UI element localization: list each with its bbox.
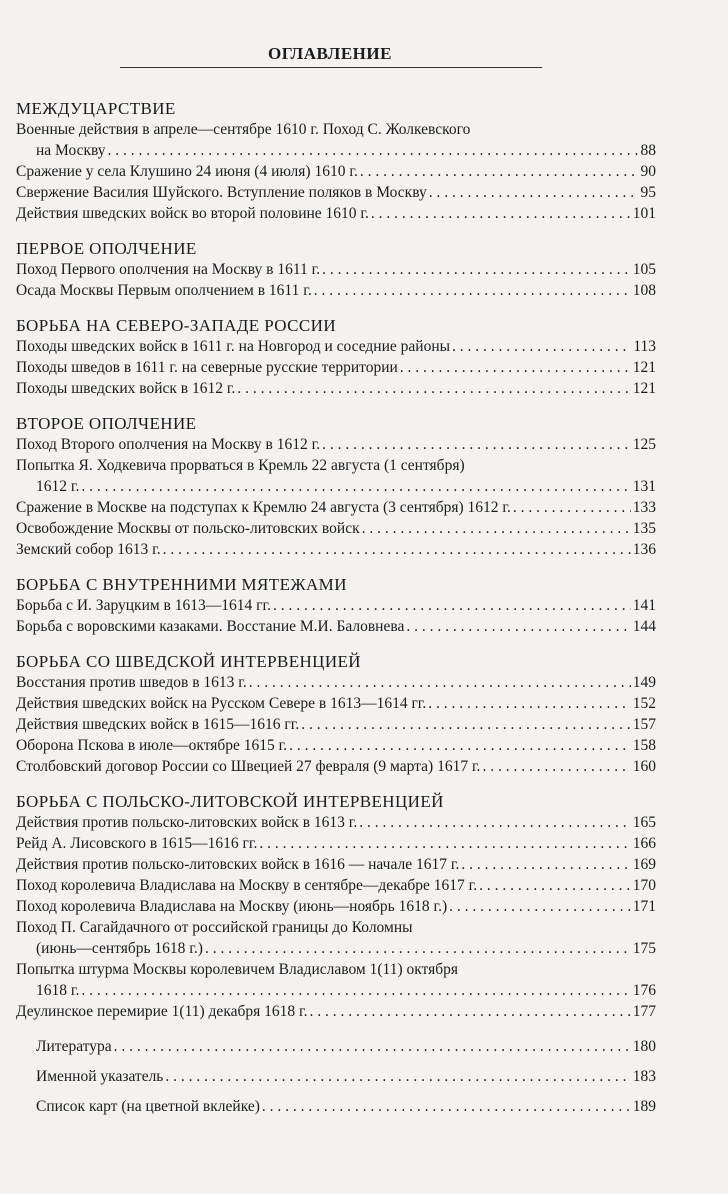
toc-entry (16, 518, 656, 539)
toc-entry-row (36, 1036, 656, 1057)
toc-entry-title: Список карт (на цветной вклейке) (36, 1098, 260, 1115)
toc-entry (16, 854, 656, 875)
toc-entry-row (16, 875, 656, 896)
leader-dots (81, 476, 630, 497)
page-number: 141 (632, 597, 656, 614)
leader-dots (301, 714, 631, 735)
page-number: 171 (632, 898, 656, 915)
leader-dots (371, 203, 631, 224)
section-heading: БОРЬБА НА СЕВЕРО-ЗАПАДЕ РОССИИ (16, 316, 337, 335)
toc-entry-row (16, 203, 656, 224)
toc-entry-title: Рейд А. Лисовского в 1615—1616 гг. (16, 835, 258, 852)
toc-entry-row (16, 476, 656, 497)
leader-dots (108, 140, 639, 161)
page-number: 189 (632, 1098, 656, 1115)
toc-entry-title: Земский собор 1613 г. (16, 541, 161, 558)
toc-entry-title: Действия шведских войск в 1615—1616 гг. (16, 716, 300, 733)
page-number: 158 (632, 737, 656, 754)
section-heading: БОРЬБА С ВНУТРЕННИМИ МЯТЕЖАМИ (16, 575, 347, 594)
toc-entry (16, 161, 656, 182)
toc-entry (16, 455, 656, 497)
toc-entry-row (16, 259, 656, 280)
toc-entry-row (36, 1066, 656, 1087)
page-number: 90 (640, 163, 656, 180)
toc-entry-title: Попытка штурма Москвы королевичем Владиславом 1(11) октября (16, 961, 459, 978)
toc-entry-title: Походы шведов в 1611 г. на северные русские территории (16, 359, 398, 376)
toc-entry-title: Поход Первого ополчения на Москву в 1611 г. (16, 261, 321, 278)
page-number: 131 (632, 478, 656, 495)
toc-entry (16, 595, 656, 616)
toc-entry-title: Восстания против шведов в 1613 г. (16, 674, 247, 691)
toc-entry-row (16, 812, 656, 833)
section-heading: БОРЬБА С ПОЛЬСКО-ЛИТОВСКОЙ ИНТЕРВЕНЦИЕЙ (16, 792, 444, 811)
toc-entry (16, 616, 656, 637)
toc-entry-title: Оборона Пскова в июле—октябре 1615 г. (16, 737, 288, 754)
toc-entry (16, 378, 656, 399)
toc-entry-row (16, 497, 656, 518)
leader-dots (165, 1066, 630, 1087)
toc-entry-row (16, 980, 656, 1001)
toc-entry-title: Борьба с И. Заруцким в 1613—1614 гг. (16, 597, 271, 614)
page-number: 113 (633, 338, 656, 355)
toc-entry-row (16, 280, 656, 301)
title-rule (120, 67, 542, 68)
toc-entry (16, 896, 656, 917)
toc-entry-title: Сражение у села Клушино 24 июня (4 июля) 1610 г. (16, 163, 358, 180)
section-heading: МЕЖДУЦАРСТВИЕ (16, 99, 176, 118)
toc-entry-row (36, 1096, 656, 1117)
page-number: 133 (632, 499, 656, 516)
toc-entry-row (16, 616, 656, 637)
toc-entry-title: Действия шведских войск во второй половине 1610 г. (16, 205, 369, 222)
toc-entry (16, 1036, 656, 1057)
toc-entry (16, 1096, 656, 1117)
toc-entry (16, 812, 656, 833)
toc-entry-title: Сражение в Москве на подступах к Кремлю 24 августа (3 сентября) 1612 г. (16, 499, 511, 516)
toc-entry-row (16, 182, 656, 203)
leader-dots (310, 1001, 631, 1022)
section-heading: БОРЬБА СО ШВЕДСКОЙ ИНТЕРВЕНЦИЕЙ (16, 652, 361, 671)
toc-entry-title: Попытка Я. Ходкевича прорваться в Кремль 22 августа (1 сентября) (16, 457, 465, 474)
leader-dots (461, 854, 630, 875)
toc-entry-row (16, 161, 656, 182)
toc-entry (16, 259, 656, 280)
page-number: 121 (632, 359, 656, 376)
page-number: 88 (640, 142, 656, 159)
toc-entry (16, 203, 656, 224)
page-number: 105 (632, 261, 656, 278)
toc-entry (16, 119, 656, 161)
toc-entry (16, 833, 656, 854)
toc-entry-title-cont: 1618 г. (36, 982, 80, 999)
toc-entry (16, 959, 656, 1001)
page-number: 166 (632, 835, 656, 852)
page-number: 157 (632, 716, 656, 733)
page-number: 101 (632, 205, 656, 222)
toc-entry-row (16, 938, 656, 959)
leader-dots (249, 672, 631, 693)
toc-entry (16, 497, 656, 518)
toc-entry-title: Осада Москвы Первым ополчением в 1611 г. (16, 282, 312, 299)
toc-entry-row (16, 693, 656, 714)
toc-entry-row (16, 896, 656, 917)
leader-dots (81, 980, 630, 1001)
toc-entry-title: Свержение Василия Шуйского. Вступление поляков в Москву (16, 184, 427, 201)
toc-entry-title: Поход королевича Владислава на Москву (июнь—ноябрь 1618 г.) (16, 898, 448, 915)
page-number: 125 (632, 436, 656, 453)
page-number: 95 (640, 184, 656, 201)
toc-entry-row (16, 539, 656, 560)
toc-entry (16, 280, 656, 301)
page-number: 144 (632, 618, 656, 635)
section-heading: ПЕРВОЕ ОПОЛЧЕНИЕ (16, 239, 197, 258)
page-number: 175 (632, 940, 656, 957)
toc-entry (16, 1001, 656, 1022)
toc-entry-row (16, 378, 656, 399)
section-heading: ВТОРОЕ ОПОЛЧЕНИЕ (16, 414, 197, 433)
toc-entry-row (16, 735, 656, 756)
leader-dots (314, 280, 631, 301)
leader-dots (406, 616, 630, 637)
leader-dots (262, 1096, 631, 1117)
toc-entry (16, 357, 656, 378)
toc-entry-row (16, 357, 656, 378)
toc-entry (16, 336, 656, 357)
toc-entry (16, 714, 656, 735)
toc-entry (16, 672, 656, 693)
leader-dots (322, 259, 631, 280)
page-title: ОГЛАВЛЕНИЕ (268, 44, 392, 63)
toc-entry-row (16, 434, 656, 455)
leader-dots (259, 833, 630, 854)
page-number: 149 (632, 674, 656, 691)
toc-entry-title: Действия шведских войск на Русском Севере в 1613—1614 гг. (16, 695, 427, 712)
table-of-contents (16, 98, 656, 1126)
leader-dots (452, 336, 631, 357)
toc-entry-title: Именной указатель (36, 1068, 164, 1085)
toc-entry-title: Деулинское перемирие 1(11) декабря 1618 г. (16, 1003, 308, 1020)
leader-dots (513, 497, 631, 518)
leader-dots (359, 812, 631, 833)
leader-dots (429, 182, 639, 203)
leader-dots (362, 518, 631, 539)
leader-dots (205, 938, 631, 959)
page-number: 136 (632, 541, 656, 558)
toc-entry-title: Столбовский договор России со Швецией 27 февраля (9 марта) 1617 г. (16, 758, 481, 775)
leader-dots (360, 161, 639, 182)
toc-entry (16, 693, 656, 714)
toc-entry (16, 875, 656, 896)
page-number: 108 (632, 282, 656, 299)
leader-dots (163, 539, 631, 560)
leader-dots (289, 735, 631, 756)
toc-entry-row (16, 714, 656, 735)
leader-dots (428, 693, 630, 714)
leader-dots (273, 595, 631, 616)
page-number: 170 (632, 877, 656, 894)
toc-entry-title-cont: на Москву (36, 142, 106, 159)
leader-dots (322, 434, 631, 455)
toc-entry-row (16, 756, 656, 777)
page-number: 183 (632, 1068, 656, 1085)
leader-dots (400, 357, 631, 378)
toc-entry (16, 756, 656, 777)
page-number: 177 (632, 1003, 656, 1020)
page-number: 180 (632, 1038, 656, 1055)
leader-dots (479, 875, 631, 896)
toc-entry-title: Действия против польско-литовских войск в 1616 — начале 1617 г. (16, 856, 460, 873)
toc-entry (16, 182, 656, 203)
toc-entry-row (16, 518, 656, 539)
toc-entry-title: Борьба с воровскими казаками. Восстание М.И. Баловнева (16, 618, 405, 635)
toc-entry-row (16, 336, 656, 357)
toc-entry-title: Походы шведских войск в 1612 г. (16, 380, 236, 397)
page-number: 160 (632, 758, 656, 775)
toc-entry (16, 539, 656, 560)
page-number: 165 (632, 814, 656, 831)
toc-entry-title-cont: (июнь—сентябрь 1618 г.) (36, 940, 203, 957)
page-number: 135 (632, 520, 656, 537)
toc-entry (16, 434, 656, 455)
page-number: 176 (632, 982, 656, 999)
page-number: 121 (632, 380, 656, 397)
toc-entry (16, 1066, 656, 1087)
toc-entry (16, 917, 656, 959)
toc-entry-title-cont: 1612 г. (36, 478, 80, 495)
page-number: 169 (632, 856, 656, 873)
toc-entry-title: Поход П. Сагайдачного от российской границы до Коломны (16, 919, 413, 936)
back-matter (16, 1036, 656, 1117)
toc-entry-row (16, 1001, 656, 1022)
leader-dots (114, 1036, 631, 1057)
page-number: 152 (632, 695, 656, 712)
toc-entry-title: Поход королевича Владислава на Москву в сентябре—декабре 1617 г. (16, 877, 478, 894)
toc-entry (16, 735, 656, 756)
leader-dots (449, 896, 631, 917)
toc-entry-row (16, 595, 656, 616)
leader-dots (237, 378, 630, 399)
toc-entry-row (16, 140, 656, 161)
toc-entry-row (16, 672, 656, 693)
toc-entry-title: Военные действия в апреле—сентябре 1610 г. Поход С. Жолкевского (16, 121, 471, 138)
toc-entry-row (16, 833, 656, 854)
toc-entry-title: Походы шведских войск в 1611 г. на Новгород и соседние районы (16, 338, 451, 355)
toc-entry-title: Литература (36, 1038, 112, 1055)
toc-entry-title: Действия против польско-литовских войск в 1613 г. (16, 814, 358, 831)
toc-entry-title: Освобождение Москвы от польско-литовских войск (16, 520, 360, 537)
toc-entry-row (16, 854, 656, 875)
toc-entry-title: Поход Второго ополчения на Москву в 1612 г. (16, 436, 321, 453)
leader-dots (482, 756, 630, 777)
